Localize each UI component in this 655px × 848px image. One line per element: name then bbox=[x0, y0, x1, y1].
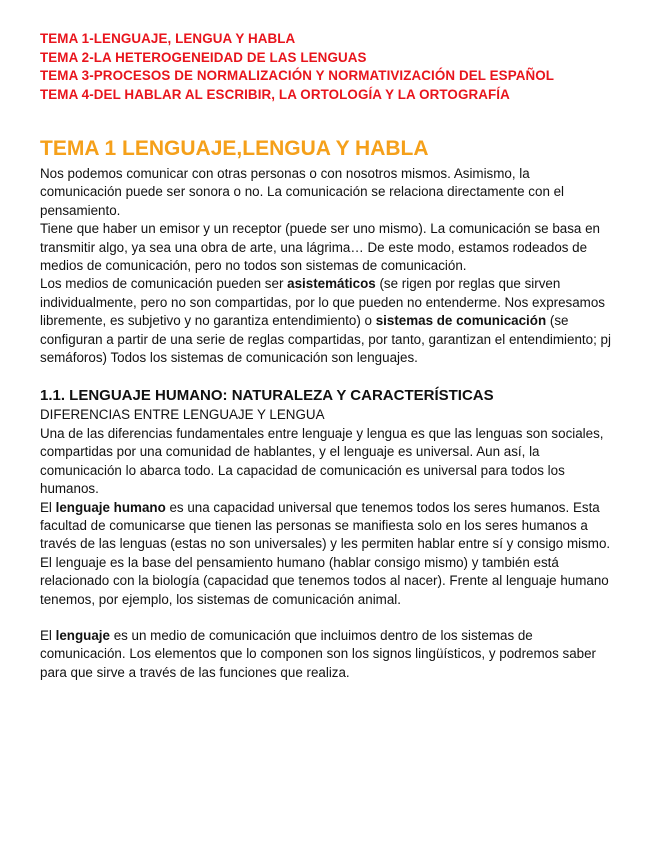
section-heading: 1.1. LENGUAJE HUMANO: NATURALEZA Y CARACTERÍSTICAS bbox=[40, 387, 494, 405]
page-title: TEMA 1 LENGUAJE,LENGUA Y HABLA bbox=[40, 137, 429, 160]
section-paragraph-2 bbox=[40, 499, 611, 609]
paragraph-gap bbox=[40, 609, 611, 627]
text-run: (se configuran a partir de una serie de reglas compartidas, por tanto, garantizan el entendimiento; pj semáforos) Todos los sistemas de comunicación son lenguajes. bbox=[40, 313, 611, 366]
text-run: El bbox=[40, 627, 56, 643]
intro-paragraph-2: Tiene que haber un emisor y un receptor (puede ser uno mismo). La comunicación se basa en transmitir algo, ya sea una obra de arte, una lágrima… De este modo, estamos rodeados de medios de comunicación, pero no todos son sistemas de comunicación. bbox=[40, 221, 600, 274]
section-subheading: DIFERENCIAS ENTRE LENGUAJE Y LENGUA bbox=[40, 407, 325, 423]
section-paragraph-3 bbox=[40, 627, 611, 682]
intro-paragraph-1: Nos podemos comunicar con otras personas o con nosotros mismos. Asimismo, la comunicación puede ser sonora o no. La comunicación se relaciona directamente con el pensamiento. bbox=[40, 166, 565, 218]
text-run: Los medios de comunicación pueden ser bbox=[40, 276, 288, 292]
table-of-contents bbox=[40, 30, 611, 104]
text-run: El bbox=[40, 499, 56, 515]
term-lenguaje: lenguaje bbox=[55, 627, 110, 643]
term-sistemas-de-comunicacion: sistemas de comunicación bbox=[375, 313, 547, 329]
toc-item-tema-2: TEMA 2-LA HETEROGENEIDAD DE LAS LENGUAS bbox=[40, 49, 367, 65]
text-run: (se rigen por reglas que sirven individualmente, pero no son compartidas, por lo que pueden no entenderme. Nos expresamos libremente, es subjetivo y no garantiza entendimiento) o bbox=[40, 276, 605, 329]
toc-item-tema-3: TEMA 3-PROCESOS DE NORMALIZACIÓN Y NORMATIVIZACIÓN DEL ESPAÑOL bbox=[40, 68, 555, 83]
toc-item-tema-1: TEMA 1-LENGUAJE, LENGUA Y HABLA bbox=[40, 31, 296, 46]
intro-paragraph-3 bbox=[40, 275, 611, 367]
toc-item-tema-4: TEMA 4-DEL HABLAR AL ESCRIBIR, LA ORTOLOGÍA Y LA ORTOGRAFÍA bbox=[40, 86, 510, 102]
term-asistematicos: asistemáticos bbox=[287, 276, 376, 292]
text-run: es un medio de comunicación que incluimos dentro de los sistemas de comunicación. Los elementos que lo componen son los signos lingüísticos, y podremos saber para que sirve a través de las funciones que realiza. bbox=[40, 627, 597, 680]
term-lenguaje-humano: lenguaje humano bbox=[55, 499, 166, 515]
section-paragraph-1: Una de las diferencias fundamentales entre lenguaje y lengua es que las lenguas son sociales, compartidas por una comunidad de hablantes, y el lenguaje es universal. Aun así, la comunicación lo abarca todo. La capacidad de comunicación es universal para todos los humanos. bbox=[40, 425, 604, 497]
text-run: es una capacidad universal que tenemos todos los seres humanos. Esta facultad de comunicarse que tienen las personas se manifiesta solo en los seres humanos a través de las lenguas (estas no son universales) y les permiten hablar entre sí y consigo mismo. El lenguaje es la base del pensamiento humano (hablar consigo mismo) y también está relacionado con la biología (capacidad que tenemos todos al nacer). Frente al lenguaje humano tenemos, por ejemplo, los sistemas de comunicación animal. bbox=[40, 499, 611, 607]
